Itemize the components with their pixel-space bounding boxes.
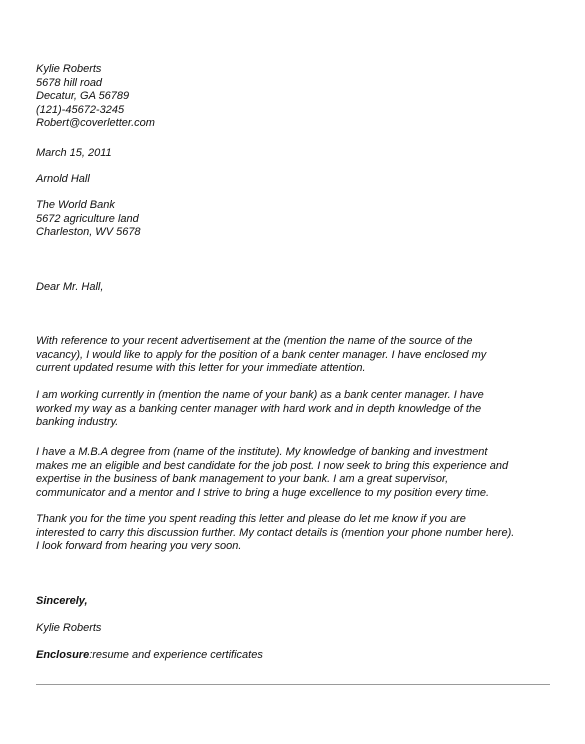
closing [36, 595, 556, 609]
body-line: I am working currently in (mention the name of your bank) as a bank center manager. I have [36, 389, 484, 401]
enclosure-label: Enclosure [36, 649, 90, 661]
body-paragraph-4 [36, 513, 556, 554]
enclosure-text: :resume and experience certificates [89, 649, 263, 661]
sender-phone: (121)-45672-3245 [36, 103, 125, 116]
salutation-text: Dear Mr. Hall, [36, 281, 104, 293]
body-line: I have a M.B.A degree from (name of the institute). My knowledge of banking and investment [36, 446, 488, 458]
recipient-address-block [36, 199, 556, 240]
body-line: expertise in the business of bank management to your bank. I am a great supervisor, [36, 473, 449, 485]
signature-name: Kylie Roberts [36, 622, 102, 634]
body-paragraph-1 [36, 335, 556, 376]
sender-name: Kylie Roberts [36, 63, 102, 75]
bottom-divider [36, 684, 550, 685]
recipient-city: Charleston, WV 5678 [36, 226, 141, 238]
recipient-name-block [36, 173, 556, 187]
recipient-street: 5672 agriculture land [36, 212, 139, 225]
sender-street: 5678 hill road [36, 76, 103, 89]
sender-city: Decatur, GA 56789 [36, 90, 130, 102]
recipient-name: Arnold Hall [36, 173, 90, 185]
signature [36, 622, 556, 636]
body-line: Thank you for the time you spent reading this letter and please do let me know if you are [36, 513, 466, 525]
body-line: current updated resume with this letter for your immediate attention. [36, 362, 366, 374]
sender-email: Robert@coverletter.com [36, 117, 155, 129]
body-line: vacancy), I would like to apply for the position of a bank center manager. I have enclosed my [36, 348, 487, 361]
body-paragraph-2 [36, 389, 556, 430]
body-line: banking industry. [36, 416, 119, 428]
body-line: makes me an eligible and best candidate for the job post. I now seek to bring this experience and [36, 459, 509, 472]
recipient-company: The World Bank [36, 199, 115, 211]
enclosure-line [36, 649, 556, 663]
body-line: communicator and a mentor and I strive to bring a huge excellence to my position every time. [36, 486, 490, 499]
closing-text: Sincerely, [36, 595, 88, 607]
body-line: worked my way as a banking center manager with hard work and in depth knowledge of the [36, 402, 482, 415]
date-text: March 15, 2011 [36, 147, 112, 159]
body-line: I look forward from hearing you very soon. [36, 540, 242, 552]
body-line: interested to carry this discussion further. My contact details is (mention your phone number here). [36, 526, 515, 539]
letter-date [36, 147, 556, 161]
salutation [36, 281, 556, 295]
body-line: With reference to your recent advertisement at the (mention the name of the source of the [36, 335, 473, 347]
sender-address-block [36, 63, 556, 131]
body-paragraph-3 [36, 446, 556, 500]
